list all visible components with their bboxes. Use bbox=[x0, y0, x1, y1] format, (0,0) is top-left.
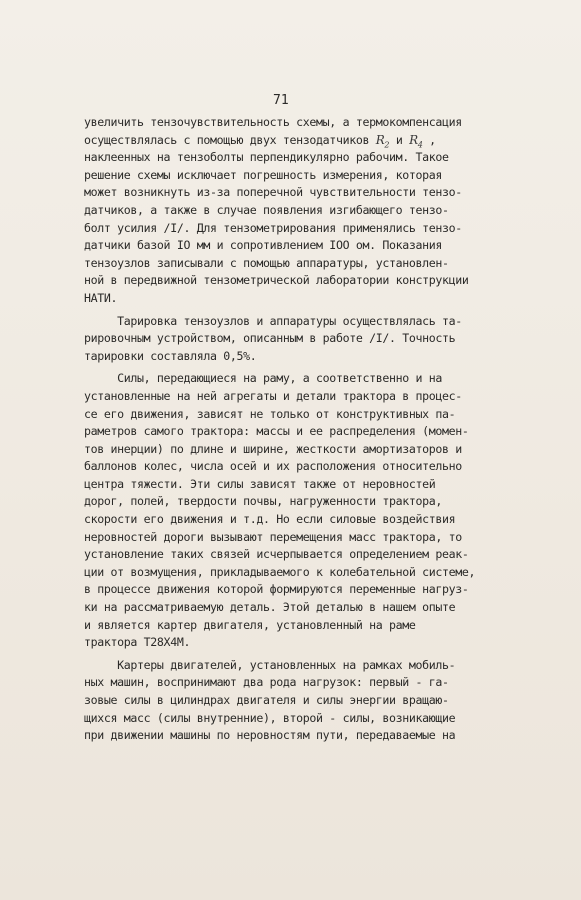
text-line: се его движения, зависят не только от конструктивных па- bbox=[84, 406, 456, 421]
text-line: наклеенных на тензоболты перпендикулярно рабочим. Такое bbox=[84, 150, 449, 165]
text-line: тарировки составляла 0,5%. bbox=[84, 348, 257, 363]
text-line: тов инерции) по длине и ширине, жесткости амортизаторов и bbox=[84, 441, 462, 456]
text-line: болт усилия /I/. Для тензометрирования применялись тензо- bbox=[84, 220, 462, 235]
text-line: НАТИ. bbox=[84, 290, 118, 305]
paragraph bbox=[84, 370, 504, 652]
text-line: баллонов колес, числа осей и их расположения относительно bbox=[84, 459, 462, 474]
text-line: дорог, полей, твердости почвы, нагруженности трактора, bbox=[84, 494, 443, 509]
handwritten-symbol-r4: $R_4$ bbox=[409, 132, 423, 149]
text-line: центра тяжести. Эти силы зависят также от неровностей bbox=[84, 476, 436, 491]
text-line: скорости его движения и т.д. Но если силовые воздействия bbox=[84, 512, 456, 527]
text-line bbox=[84, 132, 504, 150]
text-line: тензоузлов записывали с помощью аппаратуры, установлен- bbox=[84, 255, 449, 270]
text-line: щихся масс (силы внутренние), второй - силы, возникающие bbox=[84, 710, 456, 725]
text-line: Силы, передающиеся на раму, а соответственно и на bbox=[84, 371, 443, 386]
text-line: в процессе движения которой формируются переменные нагруз- bbox=[84, 582, 469, 597]
page-number: 71 bbox=[273, 93, 289, 108]
handwritten-symbol-r2: $R_2$ bbox=[375, 132, 390, 149]
text-line: установленные на ней агрегаты и детали трактора в процес- bbox=[84, 388, 462, 403]
text-line: неровностей дороги вызывают перемещения масс трактора, то bbox=[84, 529, 462, 544]
text-line: датчики базой IO мм и сопротивлением IOO ом. Показания bbox=[84, 238, 443, 253]
text-line: рировочным устройством, описанным в работе /I/. Точность bbox=[84, 331, 456, 346]
text-line: трактора Т28Х4М. bbox=[84, 635, 191, 650]
text-line: ки на рассматриваемую деталь. Этой деталью в нашем опыте bbox=[84, 600, 456, 615]
body-text bbox=[84, 114, 504, 745]
text-line: и является картер двигателя, установленный на раме bbox=[84, 617, 416, 632]
text-line: установление таких связей исчерпывается определением реак- bbox=[84, 547, 469, 562]
text-segment: , bbox=[429, 132, 436, 147]
paragraph bbox=[84, 657, 504, 745]
text-line: ных машин, воспринимают два рода нагрузок: первый - га- bbox=[84, 675, 449, 690]
text-line: ной в передвижной тензометрической лаборатории конструкции bbox=[84, 273, 469, 288]
text-line: раметров самого трактора: массы и ее распределения (момен- bbox=[84, 424, 469, 439]
text-line: ции от возмущения, прикладываемого к колебательной системе, bbox=[84, 564, 476, 579]
text-line: при движении машины по неровностям пути, передаваемые на bbox=[84, 728, 456, 743]
text-line: зовые силы в цилиндрах двигателя и силы энергии вращаю- bbox=[84, 693, 449, 707]
text-line: Картеры двигателей, установленных на рамках мобиль- bbox=[84, 657, 456, 672]
text-line: может возникнуть из-за поперечной чувствительности тензо- bbox=[84, 185, 462, 200]
text-line: решение схемы исключает погрешность измерения, которая bbox=[84, 167, 443, 182]
text-line: увеличить тензочувствительность схемы, а термокомпенсация bbox=[84, 115, 462, 129]
paragraph bbox=[84, 313, 504, 366]
text-line: Тарировка тензоузлов и аппаратуры осуществлялась та- bbox=[84, 313, 462, 328]
text-line: датчиков, а также в случае появления изгибающего тензо- bbox=[84, 202, 449, 217]
text-segment: и bbox=[395, 132, 403, 147]
paragraph bbox=[84, 114, 504, 308]
text-segment: осуществлялась с помощью двух тензодатчиков bbox=[84, 132, 370, 147]
